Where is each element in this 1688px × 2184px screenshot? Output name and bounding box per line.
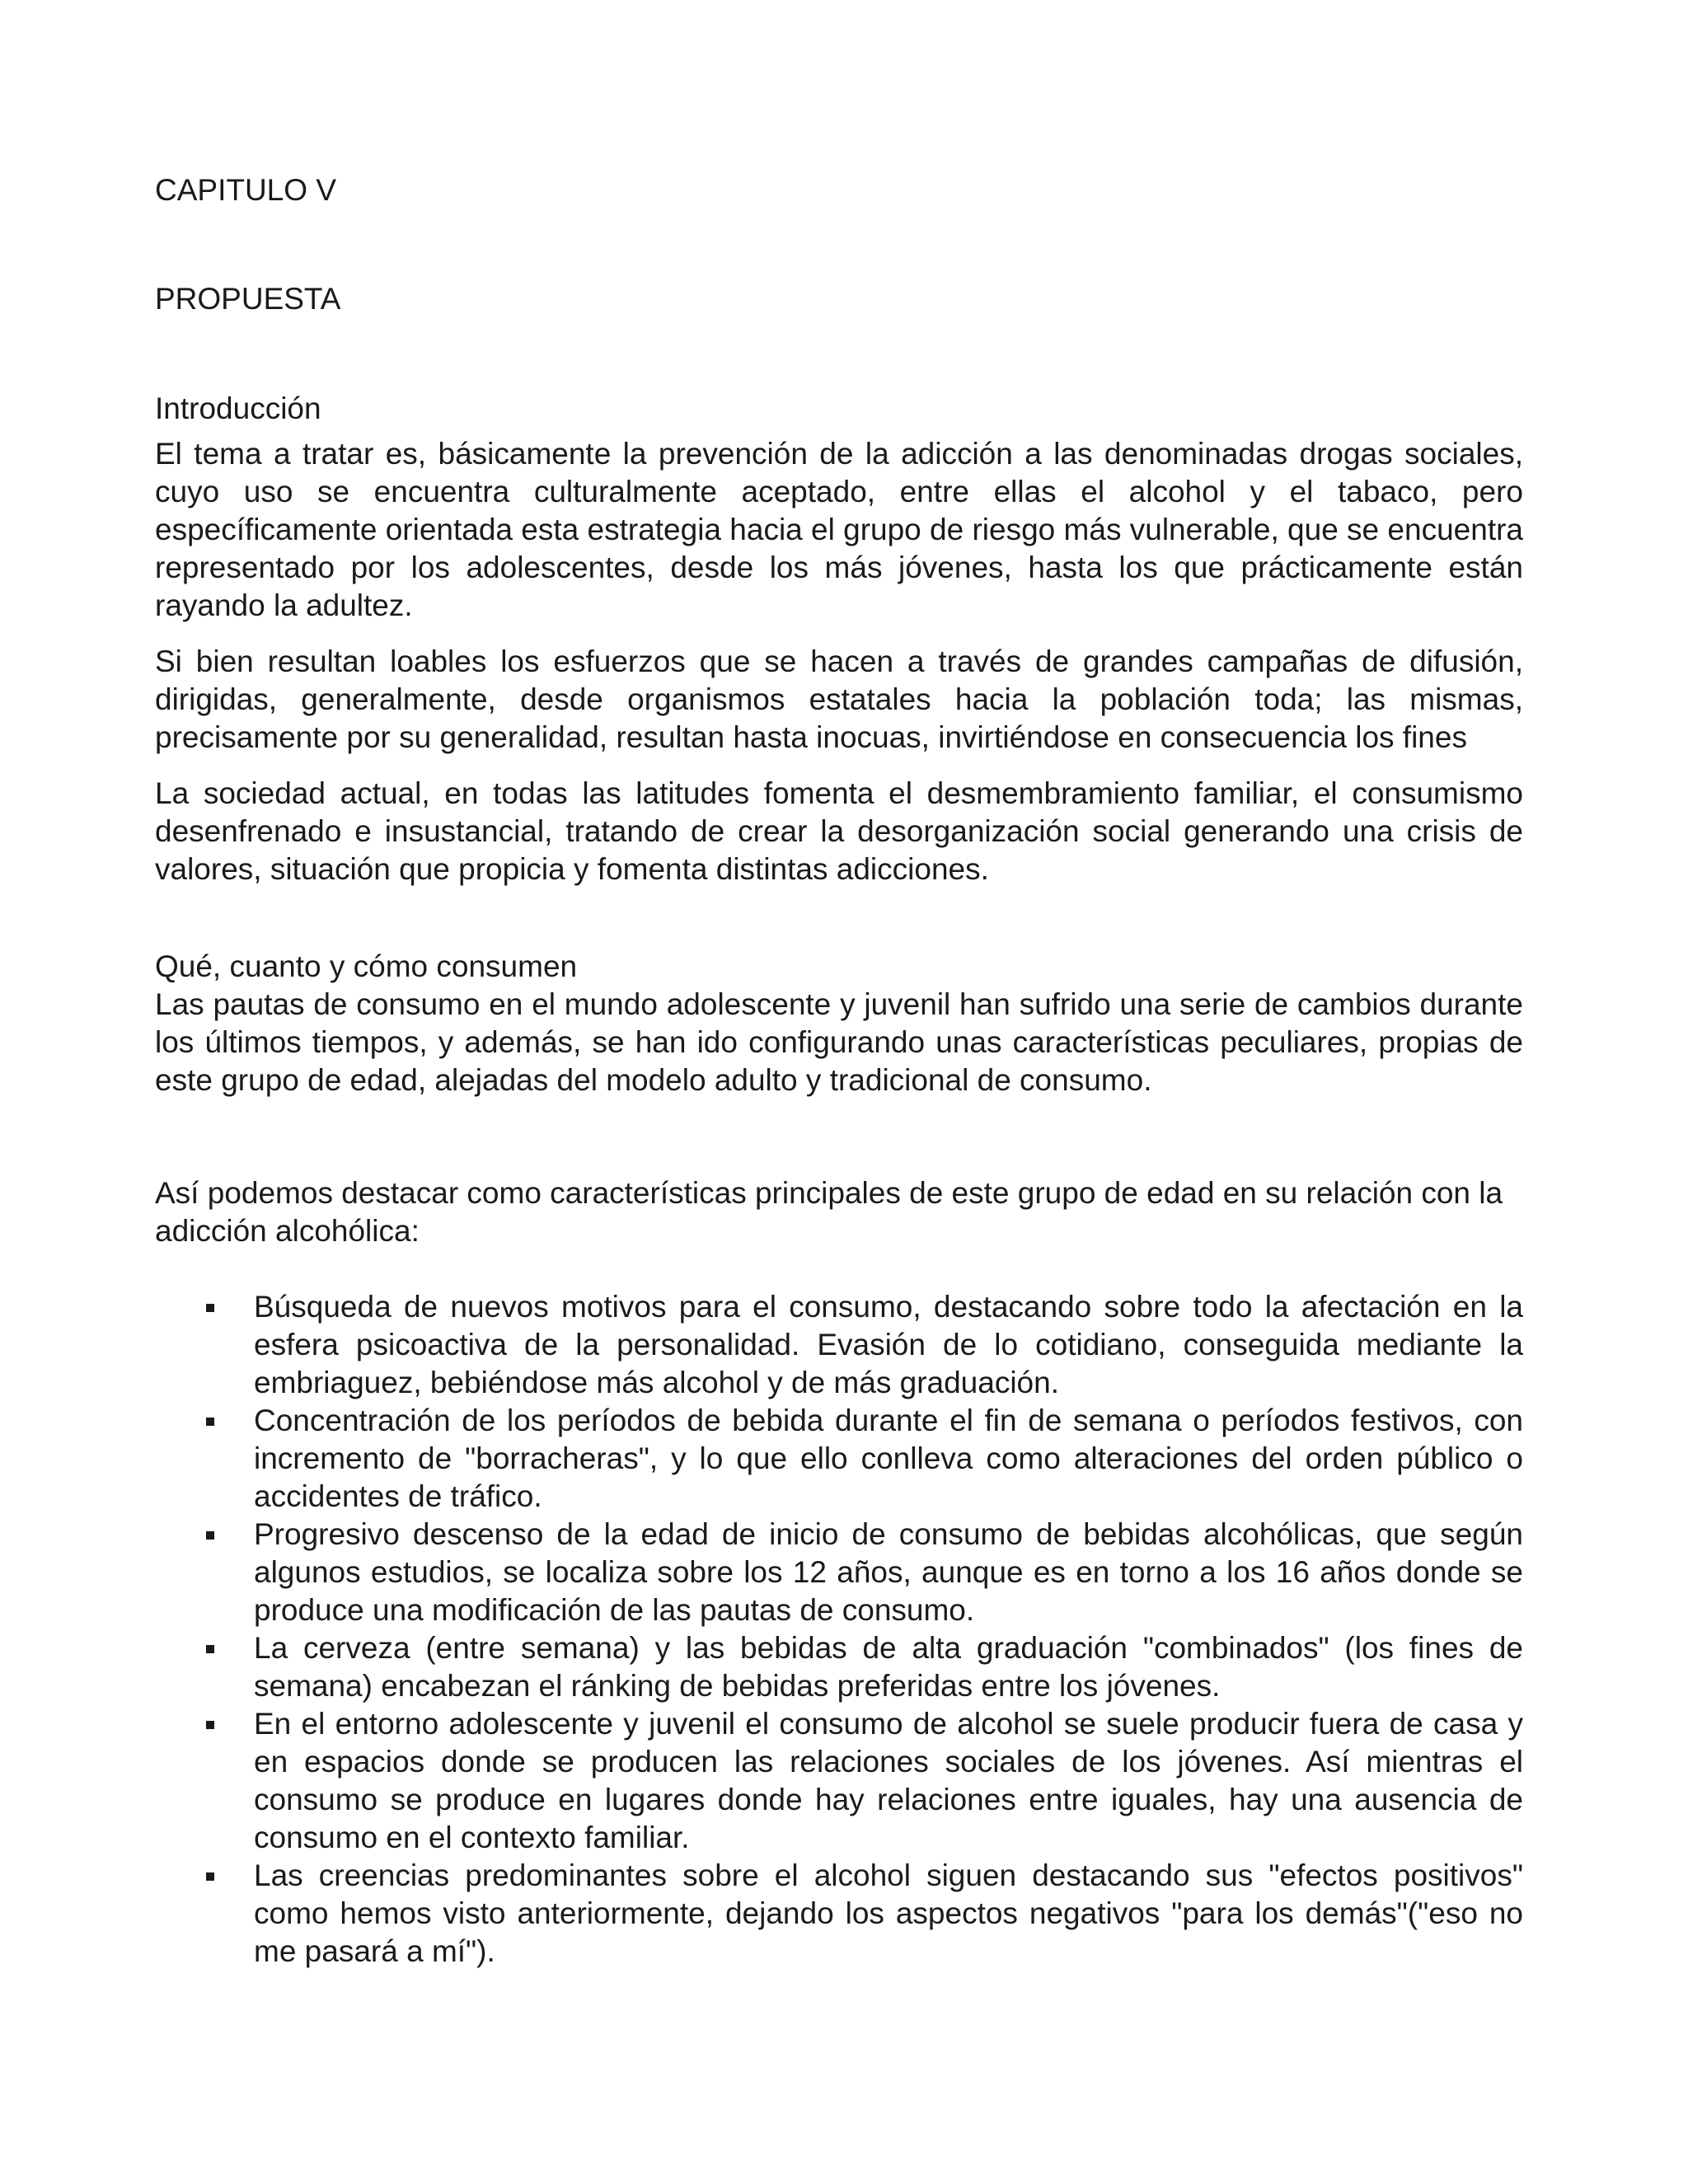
list-item (155, 1857, 1523, 1971)
features-block (155, 1174, 1523, 1250)
square-bullet-icon (206, 1645, 214, 1653)
section-title: PROPUESTA (155, 282, 341, 316)
features-intro: Así podemos destacar como características principales de este grupo de edad en su relación con la adicción alcohólica: (155, 1176, 1503, 1248)
list-item-text: En el entorno adolescente y juvenil el consumo de alcohol se suele producir fuera de casa y en espacios donde se producen las relaciones sociales de los jóvenes. Así mientras el consumo se produce en lugares donde hay relaciones entre iguales, hay una ausencia de consumo en el contexto familiar. (254, 1707, 1523, 1854)
introduction-block (155, 390, 1523, 888)
intro-paragraph-2: Si bien resultan loables los esfuerzos que se hacen a través de grandes campañas de difusión, dirigidas, generalmente, desde organismos estatales hacia la población toda; las mismas, precisamente por su generalidad, resultan hasta inocuas, invirtiéndose en consecuencia los fines (155, 644, 1523, 754)
list-item-text: Las creencias predominantes sobre el alcohol siguen destacando sus "efectos positivos" como hemos visto anteriormente, dejando los aspectos negativos "para los demás"("eso no me pasará a mí"). (254, 1858, 1523, 1968)
list-item-text: Progresivo descenso de la edad de inicio de consumo de bebidas alcohólicas, que según algunos estudios, se localiza sobre los 12 años, aunque es en torno a los 16 años donde se produce una modificación de las pautas de consumo. (254, 1517, 1523, 1627)
chapter-title: CAPITULO V (155, 173, 336, 207)
intro-paragraph-1: El tema a tratar es, básicamente la prevención de la adicción a las denominadas drogas sociales, cuyo uso se encuentra culturalmente aceptado, entre ellas el alcohol y el tabaco, pero específicamente orientada esta estrategia hacia el grupo de riesgo más vulnerable, que se encuentra representado por los adolescentes, desde los más jóvenes, hasta los que prácticamente están rayando la adultez. (155, 437, 1523, 622)
list-item-text: La cerveza (entre semana) y las bebidas de alta graduación "combinados" (los fines de semana) encabezan el ránking de bebidas preferidas entre los jóvenes. (254, 1631, 1523, 1703)
square-bullet-icon (206, 1418, 214, 1426)
intro-paragraph-3: La sociedad actual, en todas las latitudes fomenta el desmembramiento familiar, el consumismo desenfrenado e insustancial, tratando de crear la desorganización social generando una crisis de valores, situación que propicia y fomenta distintas adicciones. (155, 776, 1523, 886)
square-bullet-icon (206, 1304, 214, 1312)
consumption-heading: Qué, cuanto y cómo consumen (155, 949, 578, 983)
square-bullet-icon (206, 1872, 214, 1881)
list-item-text: Búsqueda de nuevos motivos para el consumo, destacando sobre todo la afectación en la esfera psicoactiva de la personalidad. Evasión de lo cotidiano, conseguida mediante la embriaguez, bebiéndose más alcohol y de más graduación. (254, 1290, 1523, 1399)
features-list (155, 1288, 1523, 1971)
square-bullet-icon (206, 1531, 214, 1540)
features-list-block (155, 1288, 1523, 1971)
list-item (155, 1629, 1523, 1705)
consumption-block (155, 948, 1523, 1099)
square-bullet-icon (206, 1721, 214, 1729)
list-item (155, 1705, 1523, 1857)
introduction-heading: Introducción (155, 391, 321, 425)
list-item (155, 1288, 1523, 1402)
list-item-text: Concentración de los períodos de bebida durante el fin de semana o períodos festivos, con incremento de "borracheras", y lo que ello conlleva como alteraciones del orden público o accidentes de tráfico. (254, 1404, 1523, 1513)
consumption-paragraph: Las pautas de consumo en el mundo adolescente y juvenil han sufrido una serie de cambios durante los últimos tiempos, y además, se han ido configurando unas características peculiares, propias de este grupo de edad, alejadas del modelo adulto y tradicional de consumo. (155, 987, 1523, 1097)
list-item (155, 1402, 1523, 1516)
list-item (155, 1516, 1523, 1629)
